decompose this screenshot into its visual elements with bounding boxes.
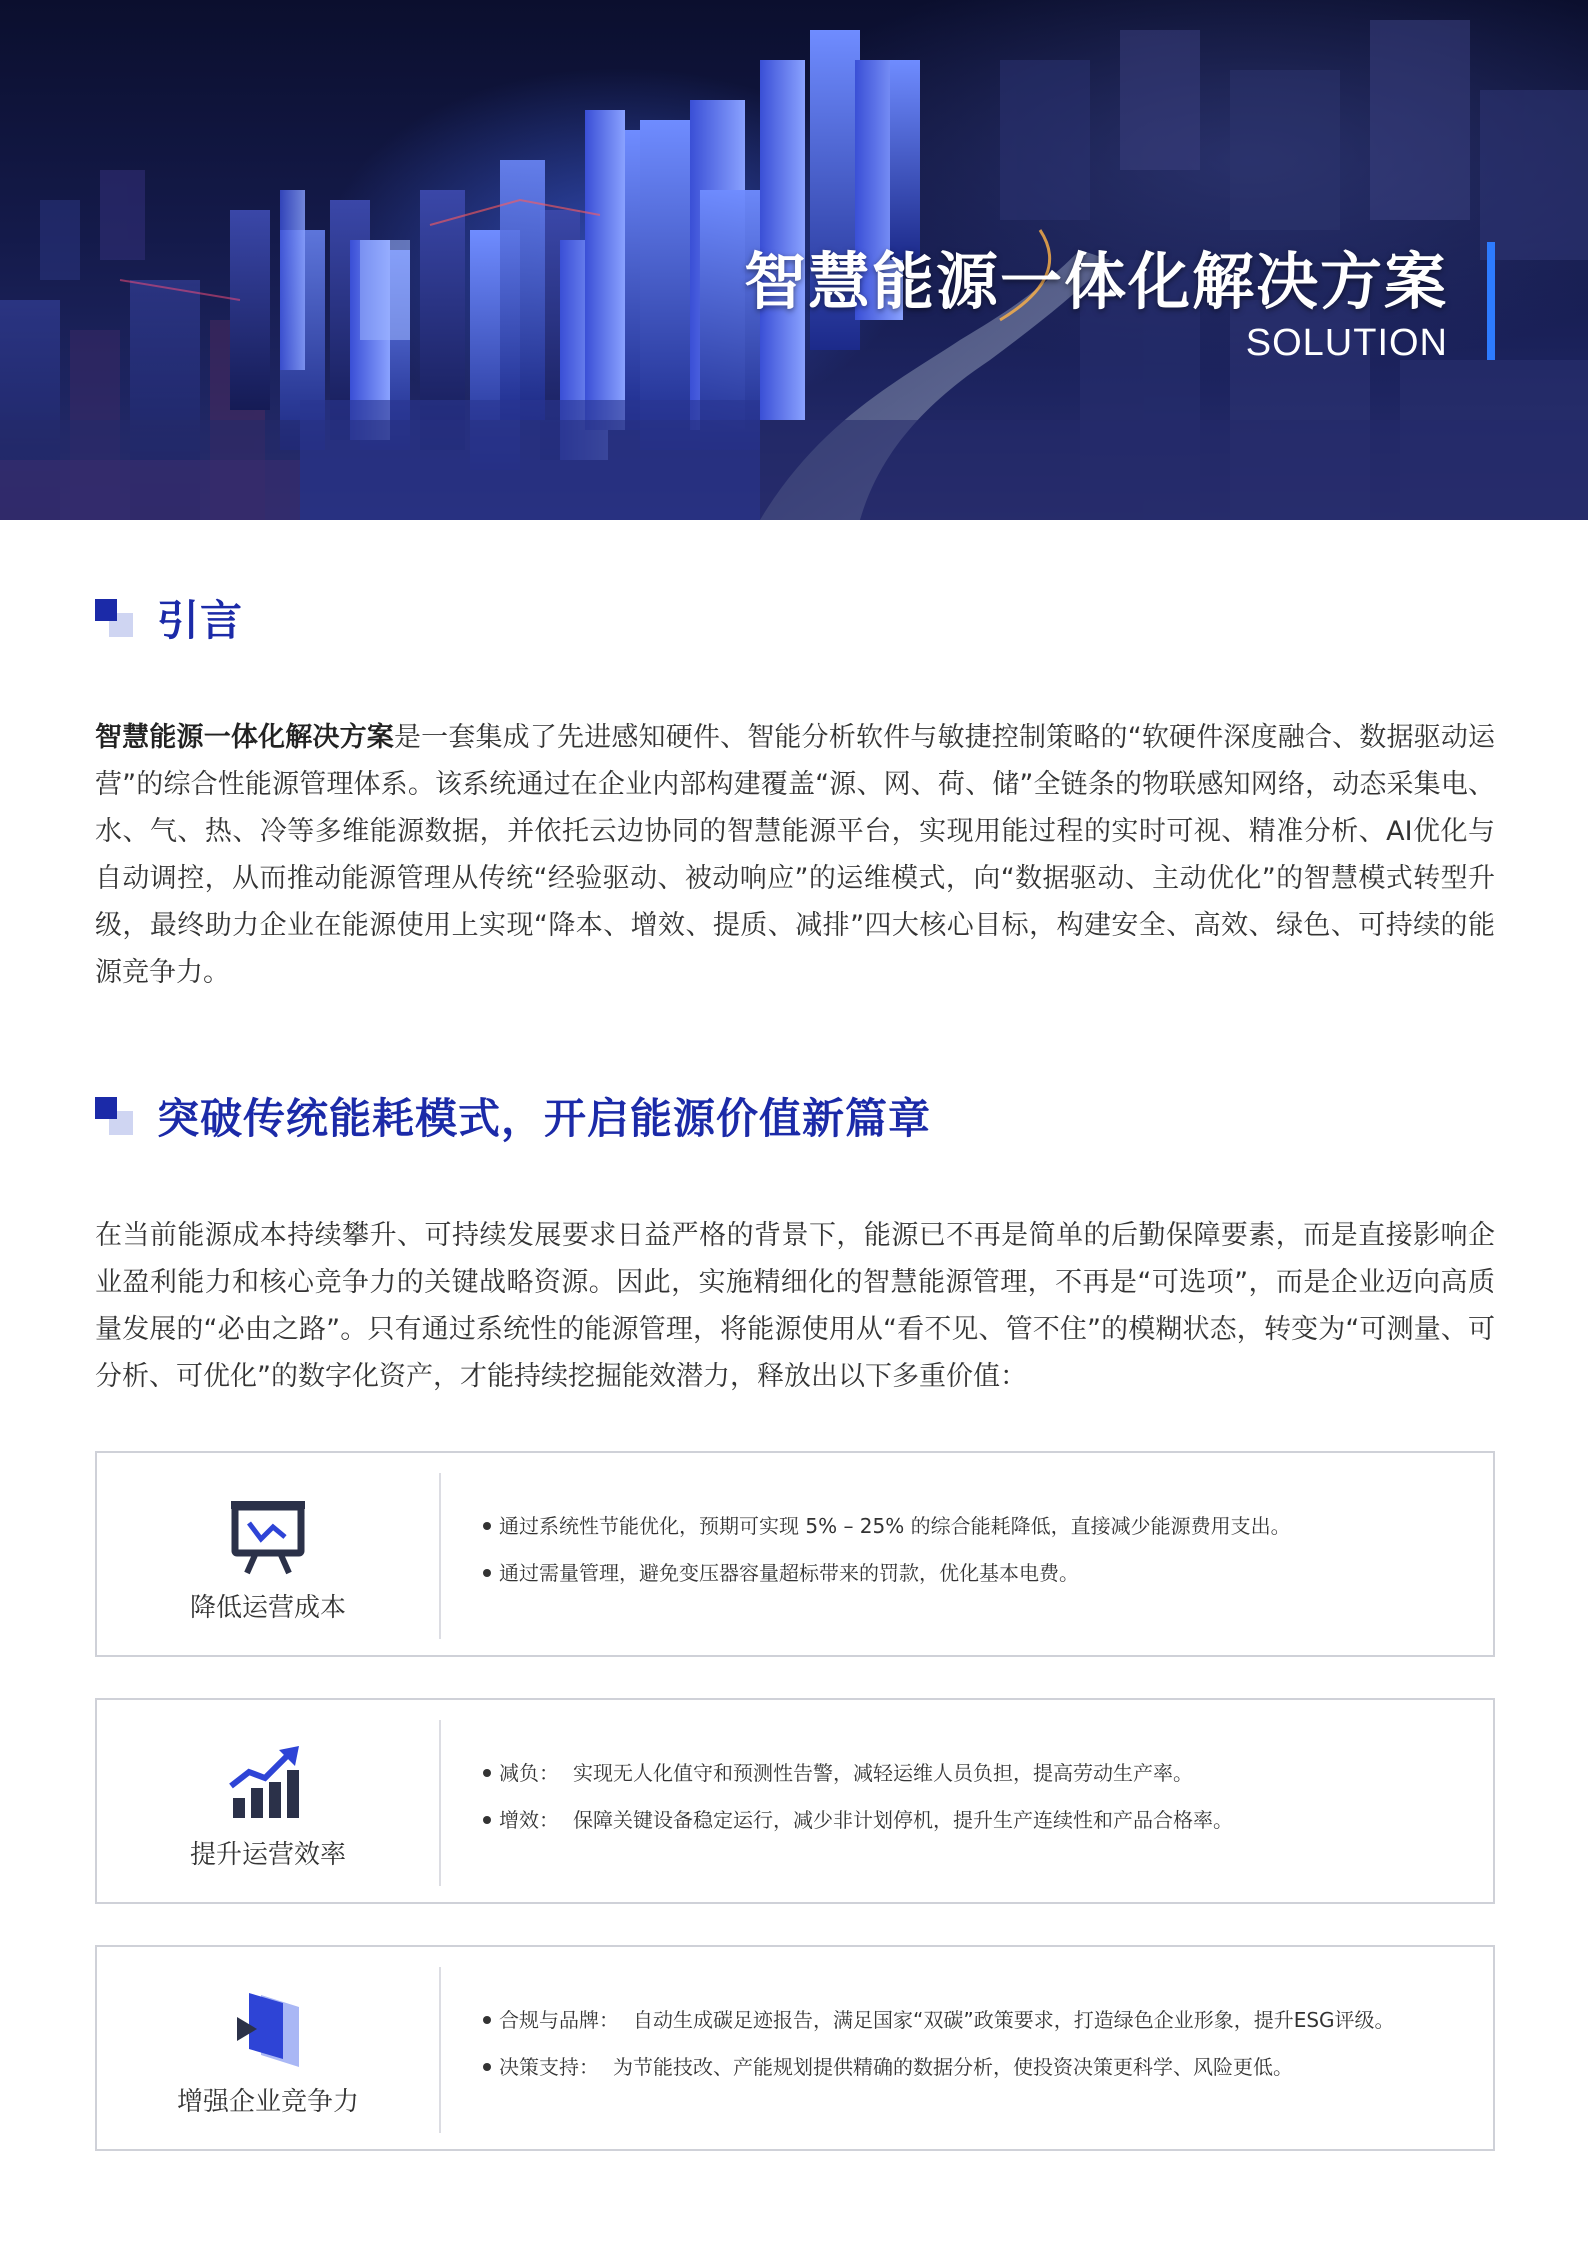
card-title: 降低运营成本 — [189, 1593, 346, 1623]
section-marker-icon — [95, 599, 133, 637]
card-bullet-list — [483, 1760, 1473, 1854]
section-title: 引言 — [157, 596, 244, 645]
bullet-keyword: 增效： — [499, 1808, 559, 1832]
card-bullet-list — [483, 1513, 1473, 1607]
bullet-text: 保障关键设备稳定运行，减少非计划停机，提升生产连续性和产品合格率。 — [573, 1808, 1233, 1832]
card-heading-area — [97, 1453, 439, 1655]
bullet-item — [483, 2007, 1473, 2033]
card-heading-area — [97, 1947, 439, 2149]
bullet-text: 实现无人化值守和预测性告警，减轻运维人员负担，提高劳动生产率。 — [573, 1761, 1193, 1785]
value-paragraph: 在当前能源成本持续攀升、可持续发展要求日益严格的背景下，能源已不再是简单的后勤保障要素，而是直接影响企业盈利能力和核心竞争力的关键战略资源。因此，实施精细化的智慧能源管理，不再是“可选项”，而是企业迈向高质量发展的“必由之路”。只有通过系统性的能源管理，将能源使用从“看不见、管不住”的模糊状态，转变为“可测量、可分析、可优化”的数字化资产，才能持续挖掘能效潜力，释放出以下多重价值： — [95, 1220, 1495, 1392]
bullet-text: 为节能技改、产能规划提供精确的数据分析，使投资决策更科学、风险更低。 — [613, 2055, 1293, 2079]
layers-play-icon — [227, 1989, 309, 2071]
bullet-item — [483, 1560, 1473, 1586]
intro-bold-term: 智慧能源一体化解决方案 — [95, 722, 394, 753]
bullet-text: 通过系统性节能优化，预期可实现 5% – 25% 的综合能耗降低，直接减少能源费用支出。 — [499, 1514, 1291, 1538]
card-divider — [439, 1720, 441, 1886]
bullet-keyword: 减负： — [499, 1761, 559, 1785]
card-heading-area — [97, 1700, 439, 1902]
intro-text: 是一套集成了先进感知硬件、智能分析软件与敏捷控制策略的“软硬件深度融合、数据驱动运营”的综合性能源管理体系。该系统通过在企业内部构建覆盖“源、网、荷、储”全链条的物联感知网络，动态采集电、水、气、热、冷等多维能源数据，并依托云边协同的智慧能源平台，实现用能过程的实时可视、精准分析、AI优化与自动调控，从而推动能源管理从传统“经验驱动、被动响应”的运维模式，向“数据驱动、主动优化”的智慧模式转型升级，最终助力企业在能源使用上实现“降本、增效、提质、减排”四大核心目标，构建安全、高效、绿色、可持续的能源竞争力。 — [95, 722, 1495, 988]
page-title: 智慧能源一体化解决方案 — [743, 245, 1448, 318]
value-card — [95, 1451, 1495, 1657]
card-divider — [439, 1967, 441, 2133]
bullet-keyword: 决策支持： — [499, 2055, 599, 2079]
bullet-text: 自动生成碳足迹报告，满足国家“双碳”政策要求，打造绿色企业形象，提升ESG评级。 — [633, 2008, 1395, 2032]
intro-paragraph — [95, 714, 1495, 996]
bullet-item — [483, 1513, 1473, 1539]
bullet-item — [483, 1760, 1473, 1786]
title-accent-bar — [1487, 242, 1495, 360]
bullet-text: 通过需量管理，避免变压器容量超标带来的罚款，优化基本电费。 — [499, 1561, 1079, 1585]
bullet-keyword: 合规与品牌： — [499, 2008, 619, 2032]
card-divider — [439, 1473, 441, 1639]
section-heading-intro — [95, 588, 243, 648]
bullet-item — [483, 1807, 1473, 1833]
card-title: 提升运营效率 — [189, 1840, 346, 1870]
value-card — [95, 1698, 1495, 1904]
card-title: 增强企业竞争力 — [176, 2087, 359, 2117]
section-heading-value — [95, 1086, 931, 1146]
value-card — [95, 1945, 1495, 2151]
card-bullet-list — [483, 2007, 1473, 2101]
presentation-chart-icon — [227, 1495, 309, 1577]
section-title: 突破传统能耗模式，开启能源价值新篇章 — [157, 1094, 932, 1143]
growth-bar-chart-icon — [227, 1742, 309, 1824]
page-subtitle: SOLUTION — [1245, 322, 1448, 364]
bullet-item — [483, 2054, 1473, 2080]
section-marker-icon — [95, 1097, 133, 1135]
hero-banner — [0, 0, 1588, 520]
